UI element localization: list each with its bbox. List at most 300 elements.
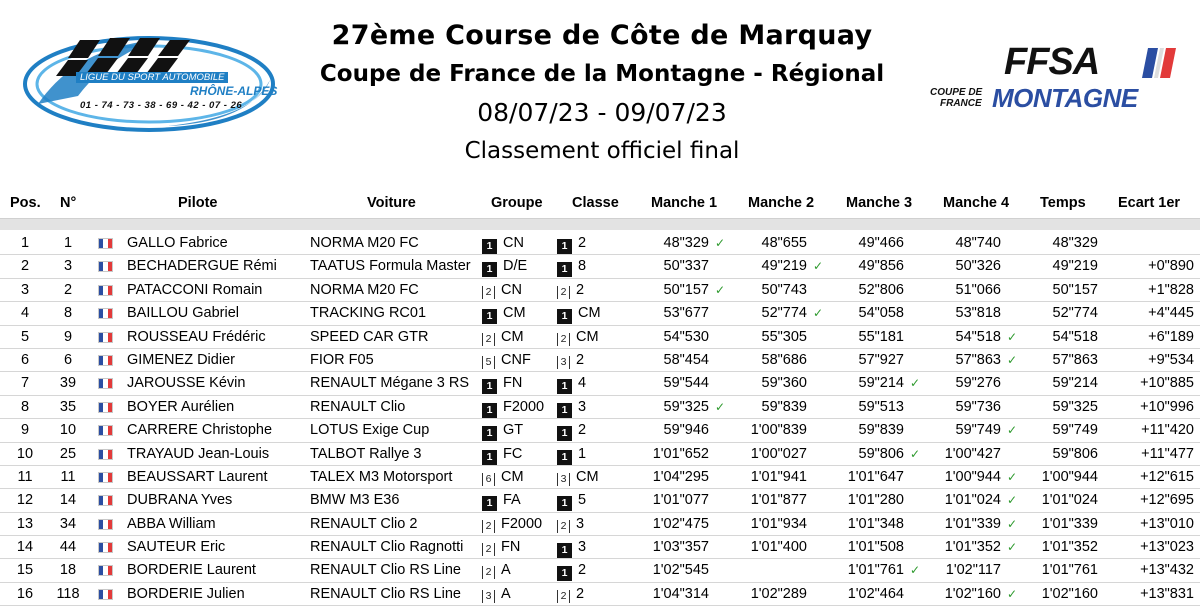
group-cell bbox=[482, 352, 531, 369]
best-run-check-icon: ✓ bbox=[715, 282, 726, 297]
pilot-name-cell: BEAUSSART Laurent bbox=[127, 468, 268, 485]
group-label: FA bbox=[503, 492, 521, 509]
france-flag-icon bbox=[98, 285, 113, 296]
gap-to-leader-cell: +1"828 bbox=[1148, 281, 1194, 298]
table-row bbox=[0, 302, 1200, 325]
position-cell: 12 bbox=[16, 492, 34, 509]
ffsa-montagne-logo bbox=[920, 42, 1182, 122]
table-row bbox=[0, 279, 1200, 302]
group-cell bbox=[482, 305, 526, 324]
car-cell: NORMA M20 FC bbox=[310, 281, 419, 298]
group-rank-badge: 2 bbox=[482, 543, 495, 556]
best-run-check-icon: ✓ bbox=[1007, 540, 1018, 555]
group-cell bbox=[482, 258, 527, 277]
class-rank-badge: 1 bbox=[557, 239, 572, 254]
position-cell: 13 bbox=[16, 515, 34, 532]
final-time-cell: 59"749 bbox=[1052, 422, 1098, 439]
class-label: CM bbox=[578, 305, 601, 322]
race-number-cell: 11 bbox=[60, 468, 76, 485]
final-time-cell: 59"325 bbox=[1052, 398, 1098, 415]
run-m1-time: 1'02"545 bbox=[652, 562, 709, 579]
col-m1: Manche 1 bbox=[651, 195, 718, 211]
final-time-cell: 59"214 bbox=[1052, 375, 1098, 392]
group-cell bbox=[482, 329, 524, 346]
run-m4-time: 59"276 bbox=[955, 375, 1001, 392]
group-rank-badge: 2 bbox=[482, 520, 495, 533]
gap-to-leader-cell: +11"420 bbox=[1141, 422, 1194, 439]
run-m2-time: 58"686 bbox=[761, 351, 807, 368]
run-m2-time: 1'02"289 bbox=[750, 585, 807, 602]
col-gap: Ecart 1er bbox=[1118, 195, 1181, 211]
race-number-cell: 35 bbox=[59, 398, 77, 415]
run-m3-time: 1'02"464 bbox=[847, 585, 904, 602]
table-row bbox=[0, 559, 1200, 582]
montagne-big: MONTAGNE bbox=[992, 83, 1138, 113]
best-run-check-icon: ✓ bbox=[715, 236, 726, 250]
class-cell bbox=[557, 586, 584, 603]
pilot-name-cell: BAILLOU Gabriel bbox=[127, 305, 240, 322]
run-m1-time: 1'04"314 bbox=[652, 585, 709, 602]
position-cell: 8 bbox=[20, 398, 30, 415]
france-flag-icon bbox=[98, 542, 113, 553]
race-number-cell: 2 bbox=[63, 281, 73, 298]
run-m4-time: 54"518 bbox=[955, 328, 1001, 345]
group-cell bbox=[482, 399, 544, 418]
run-m4-time: 50"326 bbox=[955, 258, 1001, 275]
class-label: 2 bbox=[578, 235, 587, 251]
class-rank-badge: 1 bbox=[557, 309, 572, 324]
race-number-cell: 1 bbox=[63, 235, 73, 251]
group-label: CN bbox=[503, 235, 524, 251]
group-cell bbox=[482, 492, 521, 511]
col-m2: Manche 2 bbox=[748, 195, 815, 211]
ligue-logo-phone: 01 - 74 - 73 - 38 - 69 - 42 - 07 - 26 bbox=[80, 100, 243, 111]
position-cell: 3 bbox=[20, 281, 30, 298]
run-m4-time: 1'00"427 bbox=[944, 445, 1001, 462]
col-time: Temps bbox=[1040, 195, 1086, 211]
table-row bbox=[0, 396, 1200, 419]
run-m1-time: 1'01"077 bbox=[652, 492, 709, 509]
run-m2-time: 1'00"027 bbox=[750, 445, 807, 462]
run-m3-time: 1'01"280 bbox=[847, 492, 904, 509]
france-flag-icon bbox=[98, 589, 113, 600]
class-rank-badge: 1 bbox=[557, 403, 572, 418]
col-m4: Manche 4 bbox=[943, 195, 1010, 211]
run-m4-time: 48"740 bbox=[955, 235, 1001, 251]
class-rank-badge: 1 bbox=[557, 262, 572, 277]
group-label: GT bbox=[503, 422, 524, 439]
race-number-cell: 39 bbox=[59, 375, 77, 392]
best-run-check-icon: ✓ bbox=[910, 563, 921, 578]
final-time-cell: 48"329 bbox=[1052, 235, 1098, 251]
best-run-check-icon: ✓ bbox=[910, 376, 921, 391]
best-run-check-icon: ✓ bbox=[1007, 423, 1018, 438]
position-cell: 14 bbox=[16, 539, 34, 556]
race-number-cell: 14 bbox=[59, 492, 77, 509]
run-m1-time: 1'02"475 bbox=[652, 515, 709, 532]
run-m2-time: 48"655 bbox=[761, 235, 807, 251]
group-rank-badge: 2 bbox=[482, 286, 495, 299]
class-rank-badge: 3 bbox=[557, 356, 570, 369]
class-label: 8 bbox=[578, 258, 587, 275]
gap-to-leader-cell: +4"445 bbox=[1148, 305, 1194, 322]
pilot-name-cell: GALLO Fabrice bbox=[127, 235, 228, 251]
race-number-cell: 18 bbox=[59, 562, 77, 579]
gap-to-leader-cell: +11"477 bbox=[1141, 445, 1194, 462]
table-row bbox=[0, 536, 1200, 559]
gap-to-leader-cell: +13"432 bbox=[1140, 562, 1194, 579]
group-rank-badge: 2 bbox=[482, 333, 495, 346]
run-m4-time: 57"863 bbox=[955, 351, 1001, 368]
gap-to-leader-cell: +13"010 bbox=[1140, 515, 1194, 532]
table-row bbox=[0, 326, 1200, 349]
ligue-logo-line2: RHÔNE-ALPES bbox=[190, 84, 278, 98]
montagne-small-2: FRANCE bbox=[940, 98, 982, 109]
run-m1-time: 54"530 bbox=[663, 328, 709, 345]
class-rank-badge: 2 bbox=[557, 286, 570, 299]
group-rank-badge: 5 bbox=[482, 356, 495, 369]
race-number-cell: 8 bbox=[63, 305, 73, 322]
class-rank-badge: 1 bbox=[557, 379, 572, 394]
run-m1-time: 48"329 bbox=[663, 235, 709, 251]
car-cell: FIOR F05 bbox=[310, 351, 374, 368]
run-m3-time: 52"806 bbox=[858, 281, 904, 298]
run-m4-time: 1'02"117 bbox=[945, 562, 1001, 579]
run-m1-time: 59"946 bbox=[663, 422, 709, 439]
group-rank-badge: 1 bbox=[482, 450, 497, 465]
run-m2-time: 50"743 bbox=[761, 281, 807, 298]
race-number-cell: 6 bbox=[63, 351, 73, 368]
event-title: 27ème Course de Côte de Marquay bbox=[331, 20, 873, 51]
run-m2-time: 1'01"941 bbox=[750, 468, 807, 485]
group-cell bbox=[482, 516, 542, 533]
run-m4-time: 59"749 bbox=[955, 422, 1001, 439]
table-row bbox=[0, 443, 1200, 466]
position-cell: 16 bbox=[16, 585, 34, 602]
run-m1-time: 50"337 bbox=[663, 258, 709, 275]
run-m3-time: 1'01"348 bbox=[847, 515, 904, 532]
class-label: 3 bbox=[576, 515, 585, 532]
car-cell: RENAULT Clio bbox=[310, 398, 406, 415]
best-run-check-icon: ✓ bbox=[1007, 469, 1018, 484]
best-run-check-icon: ✓ bbox=[910, 446, 921, 461]
run-m2-time: 1'01"877 bbox=[750, 492, 807, 509]
group-cell bbox=[482, 446, 522, 465]
race-number-cell: 9 bbox=[63, 328, 73, 345]
france-flag-icon bbox=[98, 472, 113, 483]
position-cell: 11 bbox=[17, 468, 33, 485]
final-time-cell: 50"157 bbox=[1052, 281, 1098, 298]
final-time-cell: 59"806 bbox=[1052, 445, 1098, 462]
class-cell bbox=[557, 329, 599, 346]
pilot-name-cell: DUBRANA Yves bbox=[127, 492, 233, 509]
group-cell bbox=[482, 469, 524, 486]
final-time-cell: 49"219 bbox=[1052, 258, 1098, 275]
race-number-cell: 44 bbox=[59, 539, 77, 556]
final-time-cell: 1'01"024 bbox=[1041, 492, 1098, 509]
race-number-cell: 3 bbox=[63, 258, 73, 275]
run-m3-time: 54"058 bbox=[858, 305, 904, 322]
col-class: Classe bbox=[572, 195, 619, 211]
group-rank-badge: 1 bbox=[482, 262, 497, 277]
run-m4-time: 1'01"339 bbox=[944, 515, 1001, 532]
run-m4-time: 1'00"944 bbox=[944, 468, 1001, 485]
class-cell bbox=[557, 375, 586, 394]
race-number-cell: 10 bbox=[59, 422, 77, 439]
france-flag-icon bbox=[98, 308, 113, 319]
france-flag-icon bbox=[98, 449, 113, 460]
car-cell: TAATUS Formula Master bbox=[310, 258, 471, 275]
class-cell bbox=[557, 282, 584, 299]
class-cell bbox=[557, 399, 586, 418]
class-cell bbox=[557, 562, 586, 581]
col-car: Voiture bbox=[367, 195, 416, 211]
car-cell: RENAULT Clio 2 bbox=[310, 515, 418, 532]
run-m4-time: 1'01"352 bbox=[944, 539, 1001, 556]
position-cell: 5 bbox=[20, 328, 30, 345]
class-cell bbox=[557, 492, 586, 511]
gap-to-leader-cell: +12"615 bbox=[1140, 468, 1194, 485]
france-flag-icon bbox=[98, 378, 113, 389]
pilot-name-cell: CARRERE Christophe bbox=[127, 422, 273, 439]
table-row bbox=[0, 372, 1200, 395]
best-run-check-icon: ✓ bbox=[1007, 352, 1018, 367]
group-label: D/E bbox=[503, 258, 528, 275]
class-rank-badge: 1 bbox=[557, 566, 572, 581]
group-rank-badge: 6 bbox=[482, 473, 495, 486]
run-m2-time: 49"219 bbox=[761, 258, 807, 275]
car-cell: RENAULT Clio Ragnotti bbox=[310, 539, 464, 556]
class-cell bbox=[557, 305, 601, 324]
class-label: 2 bbox=[576, 351, 585, 368]
class-rank-badge: 3 bbox=[557, 473, 570, 486]
class-label: 2 bbox=[578, 562, 587, 579]
group-label: CNF bbox=[501, 351, 531, 368]
run-m3-time: 49"856 bbox=[858, 258, 904, 275]
ligue-logo bbox=[18, 26, 280, 134]
table-row bbox=[0, 466, 1200, 489]
pilot-name-cell: PATACCONI Romain bbox=[127, 281, 263, 298]
run-m4-time: 53"818 bbox=[955, 305, 1001, 322]
position-cell: 6 bbox=[20, 351, 30, 368]
group-label: A bbox=[501, 562, 511, 579]
france-flag-icon bbox=[98, 425, 113, 436]
final-time-cell: 1'01"352 bbox=[1041, 539, 1098, 556]
run-m1-time: 1'04"295 bbox=[652, 468, 709, 485]
run-m1-time: 59"325 bbox=[663, 398, 709, 415]
run-m3-time: 59"214 bbox=[858, 375, 904, 392]
france-flag-icon bbox=[98, 519, 113, 530]
gap-to-leader-cell: +10"885 bbox=[1140, 375, 1194, 392]
class-label: 1 bbox=[578, 445, 587, 462]
col-pilot: Pilote bbox=[178, 195, 218, 211]
table-row bbox=[0, 489, 1200, 512]
run-m3-time: 59"806 bbox=[858, 445, 904, 462]
event-dates: 08/07/23 - 09/07/23 bbox=[477, 98, 727, 127]
france-flag-icon bbox=[98, 402, 113, 413]
group-label: FC bbox=[503, 445, 523, 462]
position-cell: 4 bbox=[20, 305, 30, 322]
car-cell: RENAULT Clio RS Line bbox=[310, 562, 461, 579]
final-time-cell: 57"863 bbox=[1052, 351, 1098, 368]
run-m3-time: 1'01"647 bbox=[847, 468, 904, 485]
montagne-small-1: COUPE DE bbox=[930, 87, 983, 98]
class-label: 2 bbox=[576, 281, 585, 298]
ligue-logo-line1: LIGUE DU SPORT AUTOMOBILE bbox=[76, 72, 228, 83]
france-flag-icon bbox=[98, 238, 113, 249]
results-table bbox=[0, 188, 1200, 218]
group-rank-badge: 1 bbox=[482, 426, 497, 441]
class-label: 4 bbox=[578, 375, 587, 392]
best-run-check-icon: ✓ bbox=[1007, 329, 1018, 344]
class-cell bbox=[557, 516, 584, 533]
gap-to-leader-cell: +13"023 bbox=[1140, 539, 1194, 556]
pilot-name-cell: SAUTEUR Eric bbox=[127, 539, 226, 556]
class-rank-badge: 1 bbox=[557, 543, 572, 558]
gap-to-leader-cell: +12"695 bbox=[1140, 492, 1194, 509]
run-m4-time: 59"736 bbox=[955, 398, 1001, 415]
class-label: 3 bbox=[578, 539, 587, 556]
gap-to-leader-cell: +6"189 bbox=[1148, 328, 1194, 345]
group-rank-badge: 1 bbox=[482, 239, 497, 254]
final-time-cell: 1'00"944 bbox=[1041, 468, 1098, 485]
group-label: CN bbox=[501, 281, 522, 298]
group-rank-badge: 3 bbox=[482, 590, 495, 603]
position-cell: 10 bbox=[16, 445, 34, 462]
class-rank-badge: 2 bbox=[557, 520, 570, 533]
group-label: CM bbox=[501, 328, 524, 345]
position-cell: 1 bbox=[20, 235, 30, 251]
class-rank-badge: 1 bbox=[557, 496, 572, 511]
run-m3-time: 57"927 bbox=[858, 351, 904, 368]
position-cell: 2 bbox=[20, 258, 30, 275]
class-label: 5 bbox=[578, 492, 587, 509]
car-cell: RENAULT Mégane 3 RS bbox=[310, 375, 470, 392]
run-m2-time: 1'00"839 bbox=[750, 422, 807, 439]
pilot-name-cell: ABBA William bbox=[127, 515, 216, 532]
group-cell bbox=[482, 586, 511, 603]
position-cell: 15 bbox=[16, 562, 34, 579]
france-flag-icon bbox=[98, 332, 113, 343]
class-cell bbox=[557, 235, 586, 254]
run-m4-time: 51"066 bbox=[955, 281, 1001, 298]
pilot-name-cell: BORDERIE Julien bbox=[127, 585, 245, 602]
final-time-cell: 1'01"761 bbox=[1041, 562, 1098, 579]
table-row bbox=[0, 232, 1200, 255]
pilot-name-cell: BORDERIE Laurent bbox=[127, 562, 256, 579]
group-cell bbox=[482, 422, 523, 441]
run-m1-time: 1'01"652 bbox=[652, 445, 709, 462]
best-run-check-icon: ✓ bbox=[715, 399, 726, 414]
class-cell bbox=[557, 422, 586, 441]
gap-to-leader-cell: +10"996 bbox=[1140, 398, 1194, 415]
class-label: CM bbox=[576, 468, 599, 485]
pilot-name-cell: BOYER Aurélien bbox=[127, 398, 235, 415]
run-m2-time: 1'01"400 bbox=[750, 539, 807, 556]
col-group: Groupe bbox=[491, 195, 543, 211]
class-label: 2 bbox=[576, 585, 585, 602]
car-cell: RENAULT Clio RS Line bbox=[310, 585, 461, 602]
event-subtitle: Coupe de France de la Montagne - Régional bbox=[319, 61, 885, 87]
run-m4-time: 1'02"160 bbox=[944, 585, 1001, 602]
group-cell bbox=[482, 539, 520, 556]
position-cell: 9 bbox=[20, 422, 30, 439]
run-m2-time: 59"360 bbox=[761, 375, 807, 392]
class-cell bbox=[557, 352, 584, 369]
group-cell bbox=[482, 562, 511, 579]
car-cell: SPEED CAR GTR bbox=[310, 328, 429, 345]
run-m2-time: 55"305 bbox=[761, 328, 807, 345]
group-cell bbox=[482, 235, 524, 254]
france-flag-icon bbox=[98, 261, 113, 272]
event-title-block bbox=[300, 18, 904, 170]
pilot-name-cell: TRAYAUD Jean-Louis bbox=[127, 445, 270, 462]
run-m1-time: 58"454 bbox=[663, 351, 709, 368]
group-cell bbox=[482, 282, 522, 299]
france-flag-icon bbox=[98, 495, 113, 506]
gap-to-leader-cell: +9"534 bbox=[1148, 351, 1194, 368]
table-row bbox=[0, 255, 1200, 278]
final-time-cell: 52"774 bbox=[1052, 305, 1098, 322]
final-time-cell: 54"518 bbox=[1052, 328, 1098, 345]
ffsa-brand: FFSA bbox=[1004, 41, 1100, 83]
race-number-cell: 118 bbox=[56, 585, 80, 602]
best-run-check-icon: ✓ bbox=[813, 259, 824, 274]
car-cell: NORMA M20 FC bbox=[310, 235, 419, 251]
group-label: F2000 bbox=[503, 398, 545, 415]
gap-to-leader-cell: +0"890 bbox=[1148, 258, 1194, 275]
final-time-cell: 1'01"339 bbox=[1041, 515, 1098, 532]
class-label: 3 bbox=[578, 398, 587, 415]
col-m3: Manche 3 bbox=[846, 195, 913, 211]
run-m3-time: 1'01"761 bbox=[847, 562, 904, 579]
col-num: N° bbox=[60, 195, 77, 211]
run-m3-time: 59"839 bbox=[858, 422, 904, 439]
group-rank-badge: 2 bbox=[482, 566, 495, 579]
table-row bbox=[0, 513, 1200, 536]
group-label: FN bbox=[503, 375, 523, 392]
class-label: CM bbox=[576, 328, 599, 345]
table-row bbox=[0, 583, 1200, 606]
car-cell: TALEX M3 Motorsport bbox=[310, 468, 453, 485]
class-cell bbox=[557, 258, 586, 277]
best-run-check-icon: ✓ bbox=[1007, 493, 1018, 508]
class-rank-badge: 1 bbox=[557, 426, 572, 441]
class-label: 2 bbox=[578, 422, 587, 439]
run-m4-time: 1'01"024 bbox=[944, 492, 1001, 509]
run-m3-time: 49"466 bbox=[858, 235, 904, 251]
classification-title: Classement officiel final bbox=[464, 138, 740, 164]
run-m3-time: 1'01"508 bbox=[847, 539, 904, 556]
pilot-name-cell: JAROUSSE Kévin bbox=[127, 375, 246, 392]
run-m2-time: 52"774 bbox=[761, 305, 807, 322]
class-rank-badge: 1 bbox=[557, 450, 572, 465]
group-label: CM bbox=[501, 468, 524, 485]
class-cell bbox=[557, 539, 586, 558]
run-m1-time: 1'03"357 bbox=[652, 539, 709, 556]
best-run-check-icon: ✓ bbox=[813, 306, 824, 321]
car-cell: TALBOT Rallye 3 bbox=[310, 445, 422, 462]
run-m1-time: 53"677 bbox=[663, 305, 709, 322]
france-flag-icon bbox=[98, 565, 113, 576]
gap-to-leader-cell: +13"831 bbox=[1140, 585, 1194, 602]
pilot-name-cell: GIMENEZ Didier bbox=[127, 351, 235, 368]
run-m1-time: 59"544 bbox=[663, 375, 709, 392]
group-label: FN bbox=[501, 539, 521, 556]
ffsa-flag-stripes bbox=[1142, 48, 1176, 78]
pilot-name-cell: BECHADERGUE Rémi bbox=[127, 258, 277, 275]
car-cell: BMW M3 E36 bbox=[310, 492, 400, 509]
